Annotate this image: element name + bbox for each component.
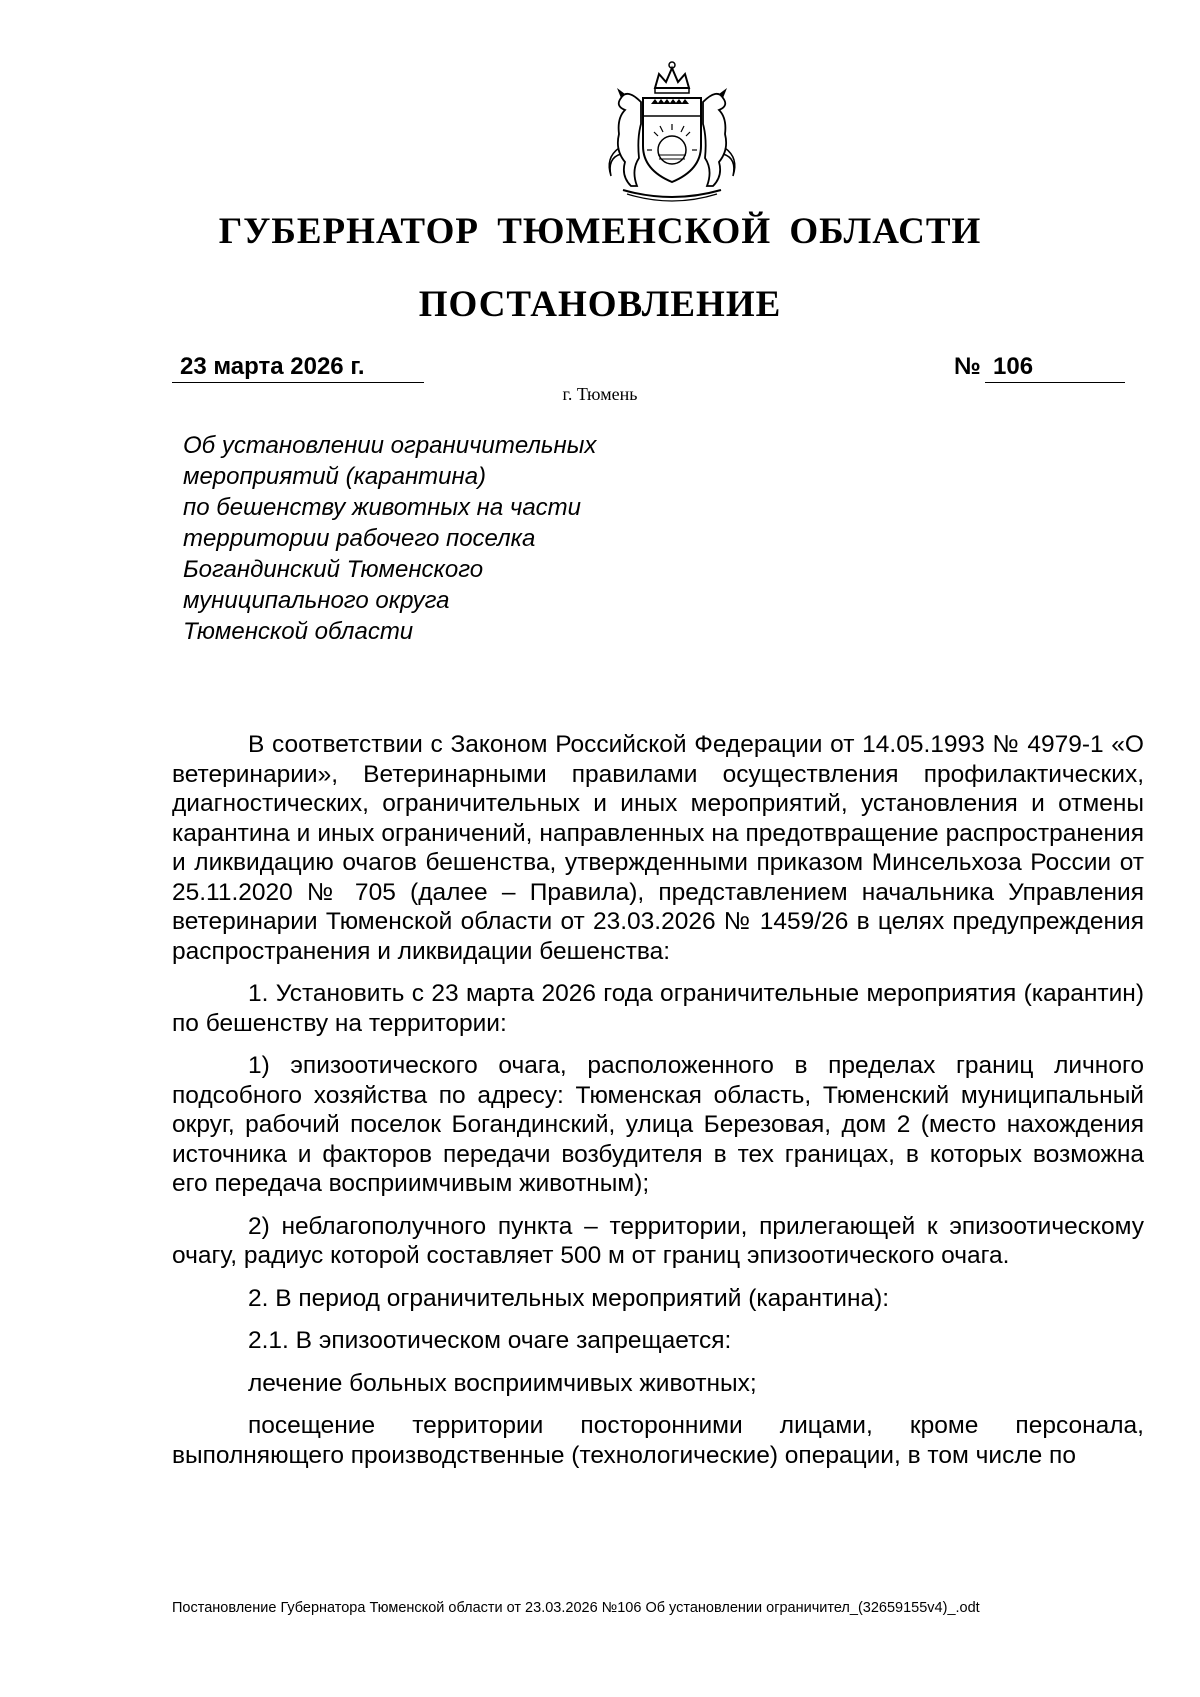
document-number: 106 bbox=[985, 353, 1125, 383]
subject-line: Об установлении ограничительных bbox=[183, 432, 597, 459]
page-footer: Постановление Губернатора Тюменской области от 23.03.2026 №106 Об установлении ограничител_(32659155v4)_.odt bbox=[172, 1600, 980, 1616]
subject-line: мероприятий (карантина) bbox=[183, 463, 487, 490]
body-paragraph: В соответствии с Законом Российской Федерации от 14.05.1993 № 4979-1 «О ветеринарии», Ветеринарными правилами осуществления профилактических, диагностических, ограничительных и иных мероприятий, установления и отмены карантина и иных ограничений, направленных на предотвращение распространения и ликвидацию очагов бешенства, утвержденными приказом Минсельхоза России от 25.11.2020 № 705 (далее – Правила), представлением начальника Управления ветеринарии Тюменской области от 23.03.2026 № 1459/26 в целях предупреждения распространения и ликвидации бешенства: bbox=[172, 731, 1144, 965]
document-subject bbox=[183, 430, 683, 647]
subject-line: Богандинский Тюменского bbox=[183, 556, 484, 583]
number-sign: № bbox=[954, 353, 981, 380]
document-body bbox=[172, 730, 1144, 1483]
body-paragraph: 1. Установить с 23 марта 2026 года ограничительные мероприятия (карантин) по бешенству на территории: bbox=[172, 980, 1144, 1037]
subject-line: территории рабочего поселка bbox=[183, 525, 536, 552]
subject-line: Тюменской области bbox=[183, 618, 414, 645]
body-paragraph: посещение территории посторонними лицами, кроме персонала, выполняющего производственные (технологические) операции, в том числе по bbox=[172, 1412, 1144, 1469]
subject-line: муниципального округа bbox=[183, 587, 450, 614]
subject-line: по бешенству животных на части bbox=[183, 494, 582, 521]
body-paragraph: 2) неблагополучного пункта – территории, прилегающей к эпизоотическому очагу, радиус которой составляет 500 м от границ эпизоотического очага. bbox=[172, 1212, 1144, 1269]
document-type: ПОСТАНОВЛЕНИЕ bbox=[418, 284, 782, 325]
coat-of-arms-emblem bbox=[597, 58, 747, 208]
authority-title: ГУБЕРНАТОР ТЮМЕНСКОЙ ОБЛАСТИ bbox=[218, 211, 982, 252]
body-paragraph: лечение больных восприимчивых животных; bbox=[248, 1369, 757, 1397]
city: г. Тюмень bbox=[562, 384, 638, 404]
body-paragraph: 2. В период ограничительных мероприятий (карантина): bbox=[248, 1284, 890, 1312]
document-date: 23 марта 2026 г. bbox=[172, 353, 424, 383]
body-paragraph: 1) эпизоотического очага, расположенного в пределах границ личного подсобного хозяйства по адресу: Тюменская область, Тюменский муниципальный округ, рабочий поселок Богандинский, улица Березовая, дом 2 (место нахождения источника и факторов передачи возбудителя в тех границах, в которых возможна его передача восприимчивым животным); bbox=[172, 1052, 1144, 1197]
body-paragraph: 2.1. В эпизоотическом очаге запрещается: bbox=[248, 1327, 732, 1354]
